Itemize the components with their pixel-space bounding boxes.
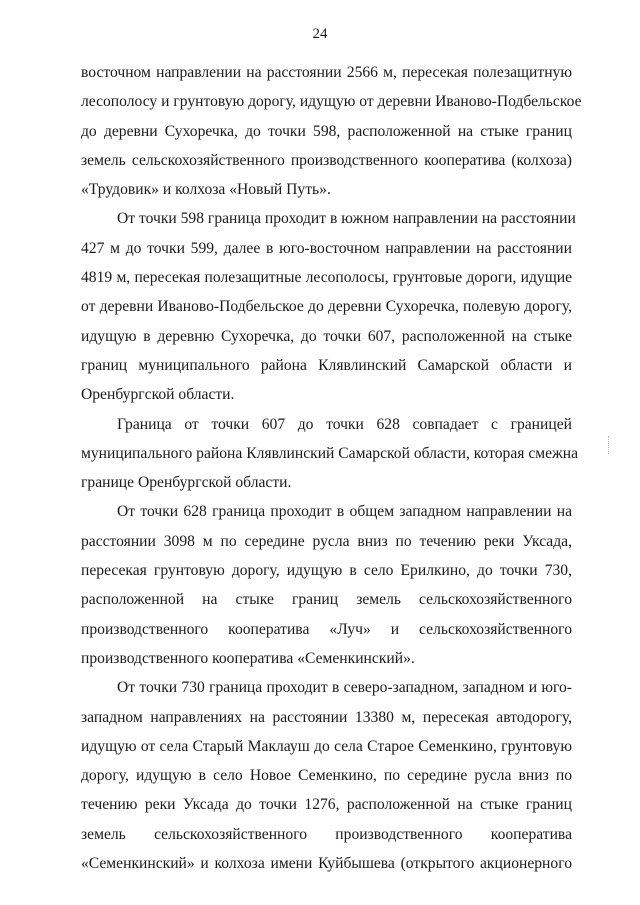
text-line: производственного кооператива «Луч» и сельскохозяйственного — [81, 620, 572, 638]
page-number: 24 — [312, 26, 328, 42]
text-line: «Трудовик» и колхоза «Новый Путь». — [81, 181, 331, 199]
text-line: восточном направлении на расстоянии 2566 м, пересекая полезащитную — [81, 64, 572, 81]
document-body — [81, 58, 582, 878]
paragraph-2 — [81, 204, 576, 409]
text-line: От точки 730 граница проходит в северо-западном, западном и юго- — [117, 679, 572, 697]
text-line: Граница от точки 607 до точки 628 совпадает с границей — [117, 415, 572, 433]
text-line: производственного кооператива «Семенкинский». — [81, 649, 415, 667]
text-line: земель сельскохозяйственного производственного кооператива (колхоза) — [81, 151, 572, 169]
paragraph-3 — [81, 410, 579, 498]
text-line: западном направлениях на расстоянии 13380 м, пересекая автодорогу, — [81, 708, 572, 726]
text-line: «Семенкинский» и колхоза имени Куйбышева (открытого акционерного — [81, 855, 572, 873]
text-line: лесополосу и грунтовую дорогу, идущую от деревни Иваново-Подбельское — [81, 93, 582, 111]
text-line: идущую в деревню Сухоречка, до точки 607, расположенной на стыке — [81, 327, 572, 345]
text-line: 4819 м, пересекая полезащитные лесополосы, грунтовые дороги, идущие — [81, 269, 572, 287]
text-line: 427 м до точки 599, далее в юго-восточном направлении на расстоянии — [81, 239, 572, 257]
text-line: границ муниципального района Клявлинский Самарской области и — [81, 356, 572, 374]
text-line: Оренбургской области. — [81, 386, 235, 404]
text-line: пересекая грунтовую дорогу, идущую в село Ерилкино, до точки 730, — [81, 562, 572, 580]
text-line: границе Оренбургской области. — [81, 474, 292, 492]
text-line: От точки 628 граница проходит в общем западном направлении на — [117, 503, 572, 521]
text-line: муниципального района Клявлинский Самарской области, которая смежна — [81, 444, 579, 462]
text-line: От точки 598 граница проходит в южном направлении на расстоянии — [117, 210, 576, 228]
scan-margin-mark — [608, 436, 610, 454]
paragraph-4 — [81, 497, 572, 673]
paragraph-5 — [81, 673, 572, 878]
paragraph-1 — [81, 58, 582, 204]
text-line: идущую от села Старый Маклауш до села Старое Семенкино, грунтовую — [81, 737, 572, 755]
text-line: от деревни Иваново-Подбельское до деревни Сухоречка, полевую дорогу, — [81, 298, 572, 316]
text-line: земель сельскохозяйственного производственного кооператива — [81, 825, 572, 843]
text-line: расположенной на стыке границ земель сельскохозяйственного — [81, 591, 572, 609]
text-line: расстоянии 3098 м по середине русла вниз по течению реки Уксада, — [81, 532, 572, 550]
text-line: дорогу, идущую в село Новое Семенкино, по середине русла вниз по — [81, 767, 572, 785]
text-line: до деревни Сухоречка, до точки 598, расположенной на стыке границ — [81, 122, 572, 140]
text-line: течению реки Уксада до точки 1276, расположенной на стыке границ — [81, 796, 572, 814]
